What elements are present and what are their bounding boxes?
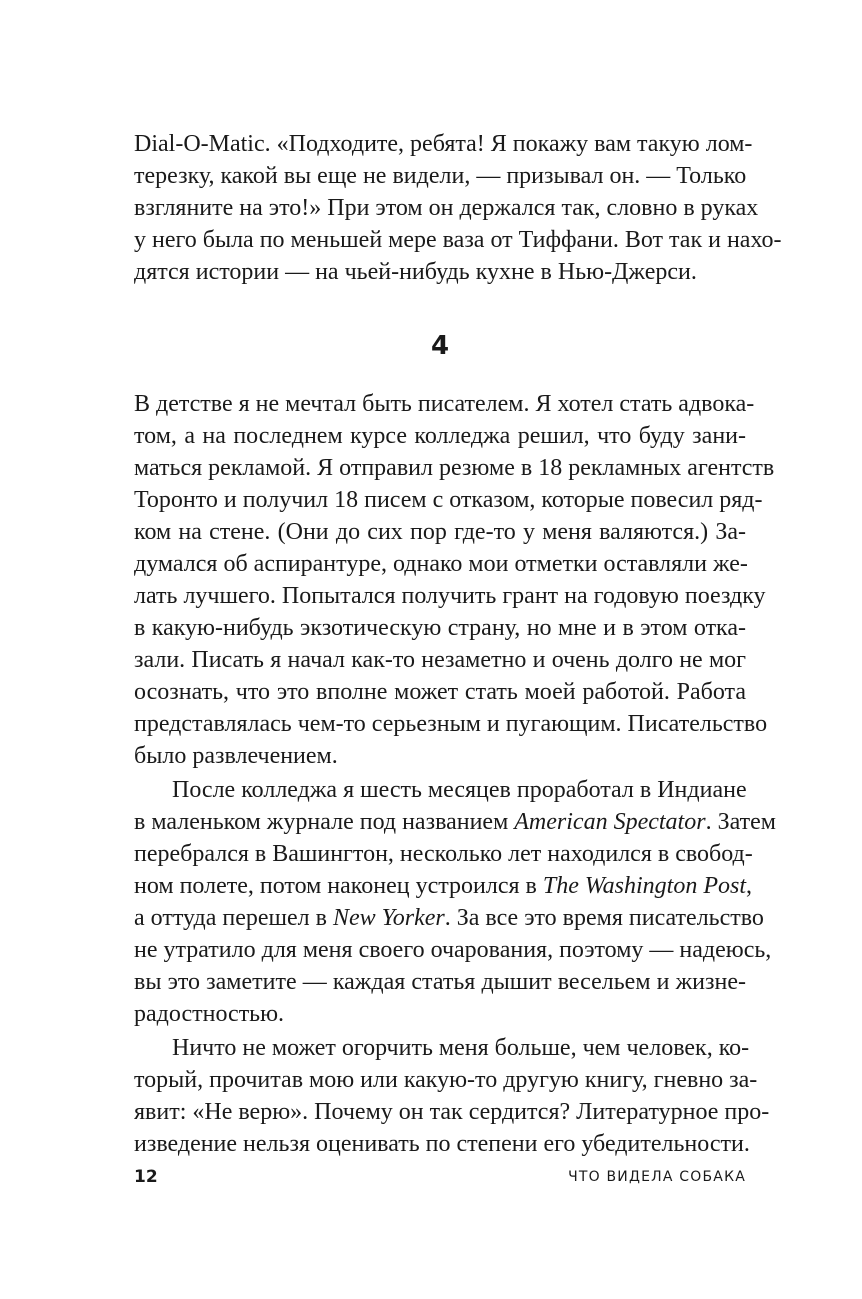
text-fragment: , [746, 873, 752, 899]
text-line: было развлечением. [134, 743, 338, 769]
text-fragment: . Затем [705, 809, 776, 835]
text-fragment: в маленьком журнале под названием [134, 809, 515, 835]
text-fragment: . За все это время писательство [444, 905, 764, 931]
paragraph-childhood [134, 388, 775, 772]
text-line: том, а на последнем курсе колледжа решил, что буду зани- [134, 423, 746, 449]
text-line: маться рекламой. Я отправил резюме в 18 рекламных агентств [134, 455, 775, 481]
text-line: явит: «Не верю». Почему он так сердится? Литературное про- [134, 1099, 770, 1125]
text-line [134, 806, 776, 838]
page-footer [134, 1165, 746, 1189]
newspaper-title: The Washington Post [542, 873, 746, 899]
text-line: у него была по меньшей мере ваза от Тиффани. Вот так и нахо- [134, 227, 782, 253]
text-line: ком на стене. (Они до сих пор где-то у меня валяются.) За- [134, 519, 746, 545]
text-line: лать лучшего. Попытался получить грант на годовую поездку [134, 583, 766, 609]
text-line: Dial-O-Matic. «Подходите, ребята! Я покажу вам такую лом- [134, 131, 753, 157]
text-line: взгляните на это!» При этом он держался так, словно в руках [134, 195, 759, 221]
text-line: После колледжа я шесть месяцев проработал в Индиане [172, 777, 747, 803]
text-line: Ничто не может огорчить меня больше, чем человек, ко- [172, 1035, 750, 1061]
text-line: дятся истории — на чьей-нибудь кухне в Нью-Джерси. [134, 259, 697, 285]
text-line: радостностью. [134, 1001, 285, 1027]
paragraph-disbelief [134, 1032, 770, 1160]
text-line: торый, прочитав мою или какую-то другую книгу, гневно за- [134, 1067, 758, 1093]
text-line: Торонто и получил 18 писем с отказом, которые повесил ряд- [134, 487, 763, 513]
paragraph-continued [134, 128, 782, 288]
text-line: перебрался в Вашингтон, несколько лет находился в свобод- [134, 841, 753, 867]
text-line: в какую-нибудь экзотическую страну, но мне и в этом отка- [134, 615, 746, 641]
page-body [134, 128, 782, 1160]
running-title: ЧТО ВИДЕЛА СОБАКА [568, 1169, 746, 1185]
text-line: зали. Писать я начал как-то незаметно и очень долго не мог [134, 647, 746, 673]
text-line: не утратило для меня своего очарования, поэтому — надеюсь, [134, 937, 772, 963]
magazine-title: New Yorker [332, 905, 445, 931]
chapter-number: 4 [430, 331, 450, 361]
text-line [134, 902, 764, 934]
text-fragment: ном полете, потом наконец устроился в [134, 873, 543, 899]
text-line: осознать, что это вполне может стать моей работой. Работа [134, 679, 746, 705]
page-number: 12 [134, 1167, 158, 1187]
text-line: изведение нельзя оценивать по степени его убедительности. [134, 1131, 750, 1157]
text-line: думался об аспирантуре, однако мои отметки оставляли же- [134, 551, 748, 577]
text-line: терезку, какой вы еще не видели, — призывал он. — Только [134, 163, 747, 189]
magazine-title: American Spectator [514, 809, 706, 835]
text-line: В детстве я не мечтал быть писателем. Я хотел стать адвока- [134, 391, 755, 417]
paragraph-career [134, 774, 776, 1030]
text-line: вы это заметите — каждая статья дышит весельем и жизне- [134, 969, 746, 995]
text-line: представлялась чем-то серьезным и пугающим. Писательство [134, 711, 768, 737]
text-line [134, 870, 752, 902]
text-fragment: а оттуда перешел в [134, 905, 333, 931]
